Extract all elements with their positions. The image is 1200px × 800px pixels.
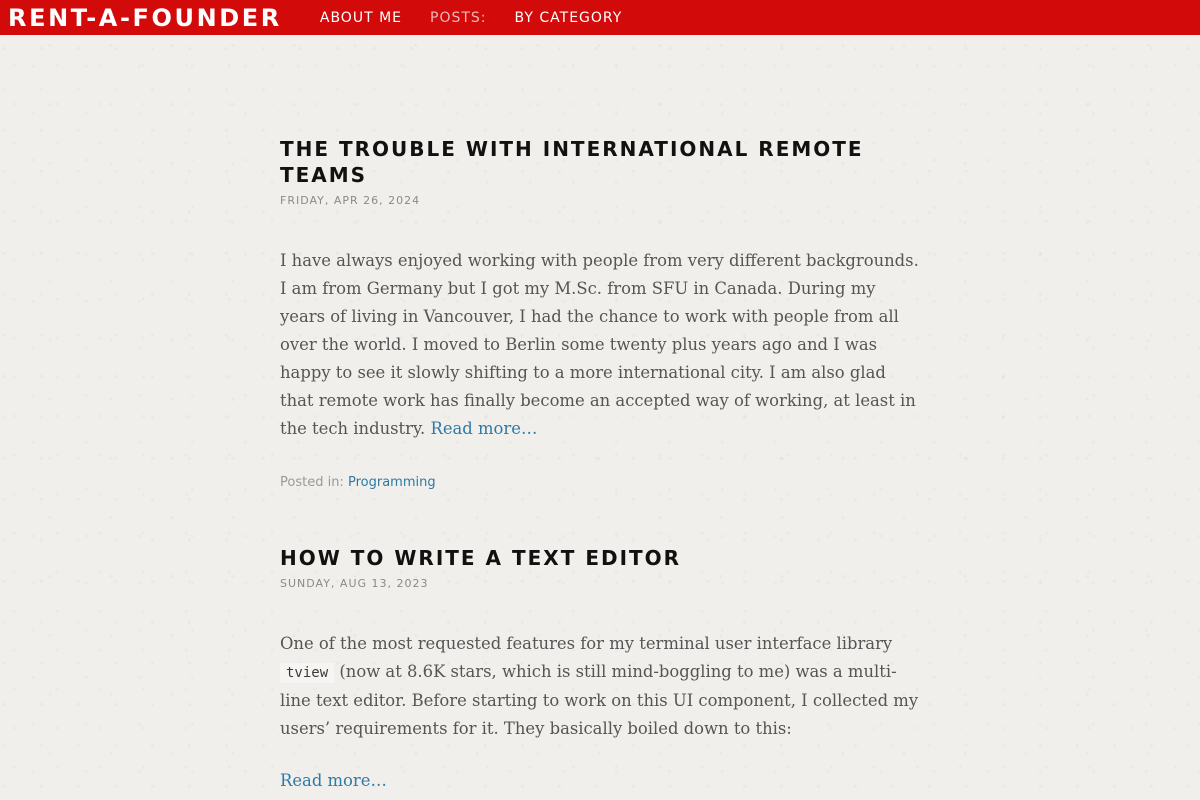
posted-in <box>280 475 920 490</box>
post-item <box>280 136 920 490</box>
post-title-link[interactable]: THE TROUBLE WITH INTERNATIONAL REMOTE TEAMS <box>280 137 864 187</box>
post-title-link[interactable]: HOW TO WRITE A TEXT EDITOR <box>280 546 682 570</box>
nav-by-category[interactable]: BY CATEGORY <box>514 9 623 26</box>
read-more-row <box>280 771 920 790</box>
main-nav <box>320 10 622 26</box>
nav-posts-label: POSTS: <box>430 9 487 26</box>
post-excerpt-text: One of the most requested features for my terminal user interface library <box>280 634 893 653</box>
nav-about-me[interactable]: ABOUT ME <box>319 9 403 26</box>
posted-in-label: Posted in: <box>280 475 344 490</box>
post-date: FRIDAY, APR 26, 2024 <box>280 194 421 207</box>
post-date: SUNDAY, AUG 13, 2023 <box>280 577 429 590</box>
site-brand-link[interactable]: RENT-A-FOUNDER <box>8 3 282 32</box>
post-excerpt <box>280 247 920 443</box>
category-link-programming[interactable]: Programming <box>347 475 436 490</box>
post-title <box>280 136 920 188</box>
code-snippet: tview <box>280 663 334 683</box>
read-more-link[interactable]: Read more… <box>430 419 538 438</box>
top-nav-bar <box>0 0 1200 35</box>
post-title <box>280 545 920 571</box>
post-excerpt <box>280 630 920 743</box>
post-excerpt-text: I have always enjoyed working with people from very different backgrounds. I am from Germany but I got my M.Sc. from SFU in Canada. During my years of living in Vancouver, I had the chance to work with people from all over the world. I moved to Berlin some twenty plus years ago and I was happy to see it slowly shifting to a more international city. I am also glad that remote work has finally become an accepted way of working, at least in the tech industry. <box>280 251 919 438</box>
post-excerpt-text: (now at 8.6K stars, which is still mind-boggling to me) was a multi-line text editor. Before starting to work on this UI component, I collected my users’ requirements for it. They basically boiled down to this: <box>280 662 919 738</box>
post-item <box>280 545 920 790</box>
read-more-link[interactable]: Read more… <box>280 771 387 790</box>
posts-list <box>280 35 920 790</box>
